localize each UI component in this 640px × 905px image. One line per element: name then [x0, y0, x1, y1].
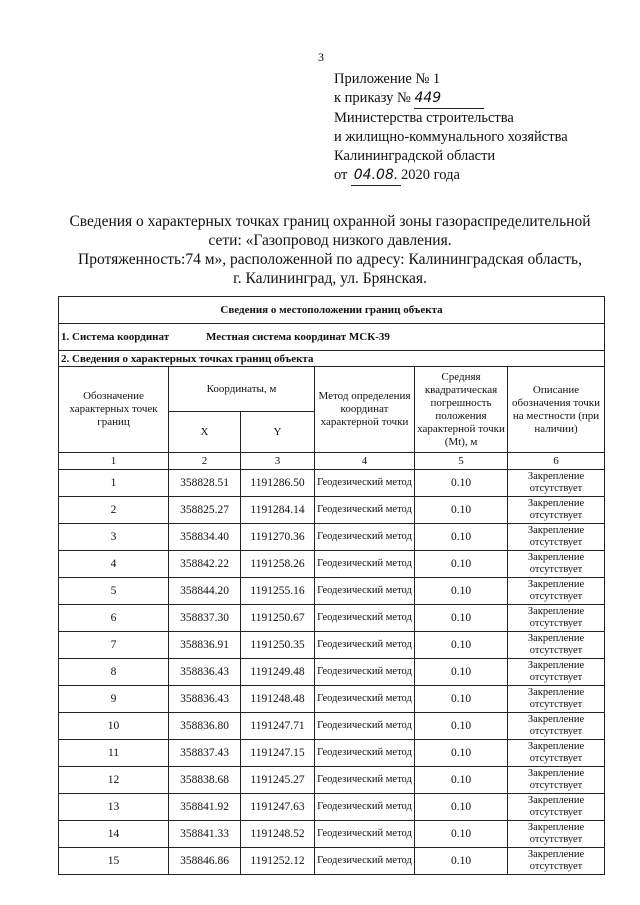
error-cell: 0.10 [415, 821, 508, 848]
coord-x: 358836.91 [169, 632, 241, 659]
coord-x: 358825.27 [169, 497, 241, 524]
description-cell: Закрепление отсутствует [508, 821, 605, 848]
appendix-block [334, 70, 568, 186]
coord-y: 1191248.52 [241, 821, 315, 848]
description-cell: Закрепление отсутствует [508, 740, 605, 767]
description-cell: Закрепление отсутствует [508, 659, 605, 686]
table-row [59, 740, 605, 767]
point-number: 1 [59, 470, 169, 497]
coord-y: 1191270.36 [241, 524, 315, 551]
appendix-line-4: и жилищно-коммунального хозяйства [334, 129, 568, 145]
appendix-line-5: Калининградской области [334, 148, 496, 164]
coord-x: 358846.86 [169, 848, 241, 875]
error-cell: 0.10 [415, 686, 508, 713]
header-method: Метод определения координат характерной точки [315, 367, 415, 453]
order-number-handwritten: 449 [414, 89, 484, 109]
coord-y: 1191255.16 [241, 578, 315, 605]
table-row [59, 551, 605, 578]
column-number: 1 [59, 453, 169, 470]
error-cell: 0.10 [415, 632, 508, 659]
description-cell: Закрепление отсутствует [508, 767, 605, 794]
appendix-date-line [334, 166, 568, 186]
point-number: 7 [59, 632, 169, 659]
coord-system-row [59, 324, 605, 351]
header-description: Описание обозначения точки на местности (при наличии) [508, 367, 605, 453]
column-number: 2 [169, 453, 241, 470]
point-number: 15 [59, 848, 169, 875]
description-cell: Закрепление отсутствует [508, 848, 605, 875]
section-title: Сведения о местоположении границ объекта [59, 297, 605, 324]
error-cell: 0.10 [415, 794, 508, 821]
coord-x: 358841.92 [169, 794, 241, 821]
method-cell: Геодезический метод [315, 713, 415, 740]
heading-line-3: Протяженность:74 м», расположенной по адресу: Калининградская область, [78, 251, 582, 268]
appendix-line-1: Приложение № 1 [334, 71, 441, 87]
points-title: 2. Сведения о характерных точках границ объекта [59, 351, 605, 367]
description-cell: Закрепление отсутствует [508, 551, 605, 578]
coord-y: 1191250.67 [241, 605, 315, 632]
coord-y: 1191286.50 [241, 470, 315, 497]
page-number: 3 [318, 50, 324, 64]
table-row [59, 686, 605, 713]
heading-line-4: г. Калининград, ул. Брянская. [233, 270, 427, 287]
description-cell: Закрепление отсутствует [508, 497, 605, 524]
point-number: 5 [59, 578, 169, 605]
order-prefix: к приказу № [334, 90, 411, 106]
coord-y: 1191250.35 [241, 632, 315, 659]
column-number: 3 [241, 453, 315, 470]
error-cell: 0.10 [415, 551, 508, 578]
heading-line-2: сети: «Газопровод низкого давления. [208, 232, 452, 249]
document-heading [60, 212, 600, 288]
description-cell: Закрепление отсутствует [508, 605, 605, 632]
column-number: 6 [508, 453, 605, 470]
method-cell: Геодезический метод [315, 578, 415, 605]
coord-system-label: 1. Система координат [61, 331, 170, 343]
coord-y: 1191252.12 [241, 848, 315, 875]
point-number: 4 [59, 551, 169, 578]
header-designation: Обозначение характерных точек границ [59, 367, 169, 453]
boundary-points-table [58, 296, 605, 875]
table-row [59, 497, 605, 524]
table-row [59, 578, 605, 605]
coord-x: 358842.22 [169, 551, 241, 578]
method-cell: Геодезический метод [315, 767, 415, 794]
table-row [59, 605, 605, 632]
coord-x: 358844.20 [169, 578, 241, 605]
method-cell: Геодезический метод [315, 632, 415, 659]
method-cell: Геодезический метод [315, 524, 415, 551]
error-cell: 0.10 [415, 605, 508, 632]
point-number: 3 [59, 524, 169, 551]
error-cell: 0.10 [415, 497, 508, 524]
header-coordinates: Координаты, м [169, 367, 315, 412]
error-cell: 0.10 [415, 848, 508, 875]
error-cell: 0.10 [415, 524, 508, 551]
method-cell: Геодезический метод [315, 740, 415, 767]
coord-system-value: Местная система координат МСК-39 [206, 331, 390, 343]
table-row [59, 713, 605, 740]
point-number: 8 [59, 659, 169, 686]
method-cell: Геодезический метод [315, 848, 415, 875]
method-cell: Геодезический метод [315, 551, 415, 578]
coord-x: 358837.30 [169, 605, 241, 632]
appendix-order-line [334, 89, 568, 109]
coord-y: 1191247.15 [241, 740, 315, 767]
table-row [59, 659, 605, 686]
method-cell: Геодезический метод [315, 605, 415, 632]
error-cell: 0.10 [415, 470, 508, 497]
method-cell: Геодезический метод [315, 470, 415, 497]
table-row [59, 524, 605, 551]
coord-x: 358837.43 [169, 740, 241, 767]
table-row [59, 470, 605, 497]
coord-x: 358838.68 [169, 767, 241, 794]
point-number: 6 [59, 605, 169, 632]
error-cell: 0.10 [415, 713, 508, 740]
coord-y: 1191248.48 [241, 686, 315, 713]
point-number: 2 [59, 497, 169, 524]
coord-x: 358836.43 [169, 686, 241, 713]
method-cell: Геодезический метод [315, 497, 415, 524]
description-cell: Закрепление отсутствует [508, 794, 605, 821]
method-cell: Геодезический метод [315, 659, 415, 686]
date-prefix: от [334, 167, 348, 183]
table-row [59, 632, 605, 659]
method-cell: Геодезический метод [315, 794, 415, 821]
point-number: 10 [59, 713, 169, 740]
point-number: 14 [59, 821, 169, 848]
error-cell: 0.10 [415, 659, 508, 686]
coord-x: 358834.40 [169, 524, 241, 551]
table-row [59, 794, 605, 821]
coord-y: 1191247.71 [241, 713, 315, 740]
coord-y: 1191284.14 [241, 497, 315, 524]
date-suffix: 2020 года [401, 167, 460, 183]
error-cell: 0.10 [415, 740, 508, 767]
point-number: 11 [59, 740, 169, 767]
description-cell: Закрепление отсутствует [508, 686, 605, 713]
error-cell: 0.10 [415, 578, 508, 605]
description-cell: Закрепление отсутствует [508, 632, 605, 659]
method-cell: Геодезический метод [315, 821, 415, 848]
appendix-line-3: Министерства строительства [334, 110, 514, 126]
coord-x: 358836.80 [169, 713, 241, 740]
coord-x: 358836.43 [169, 659, 241, 686]
point-number: 13 [59, 794, 169, 821]
coord-x: 358841.33 [169, 821, 241, 848]
description-cell: Закрепление отсутствует [508, 524, 605, 551]
header-y: Y [241, 412, 315, 453]
column-number: 5 [415, 453, 508, 470]
coord-y: 1191245.27 [241, 767, 315, 794]
table-row [59, 767, 605, 794]
heading-line-1: Сведения о характерных точках границ охранной зоны газораспределительной [69, 213, 591, 230]
table-row [59, 821, 605, 848]
header-x: X [169, 412, 241, 453]
column-number: 4 [315, 453, 415, 470]
method-cell: Геодезический метод [315, 686, 415, 713]
coord-y: 1191258.26 [241, 551, 315, 578]
description-cell: Закрепление отсутствует [508, 713, 605, 740]
description-cell: Закрепление отсутствует [508, 578, 605, 605]
coord-y: 1191249.48 [241, 659, 315, 686]
description-cell: Закрепление отсутствует [508, 470, 605, 497]
coord-y: 1191247.63 [241, 794, 315, 821]
point-number: 12 [59, 767, 169, 794]
coord-x: 358828.51 [169, 470, 241, 497]
error-cell: 0.10 [415, 767, 508, 794]
header-error: Средняя квадратическая погрешность положения характерной точки (Mt), м [415, 367, 508, 453]
date-handwritten: 04.08. [351, 166, 401, 186]
point-number: 9 [59, 686, 169, 713]
table-row [59, 848, 605, 875]
